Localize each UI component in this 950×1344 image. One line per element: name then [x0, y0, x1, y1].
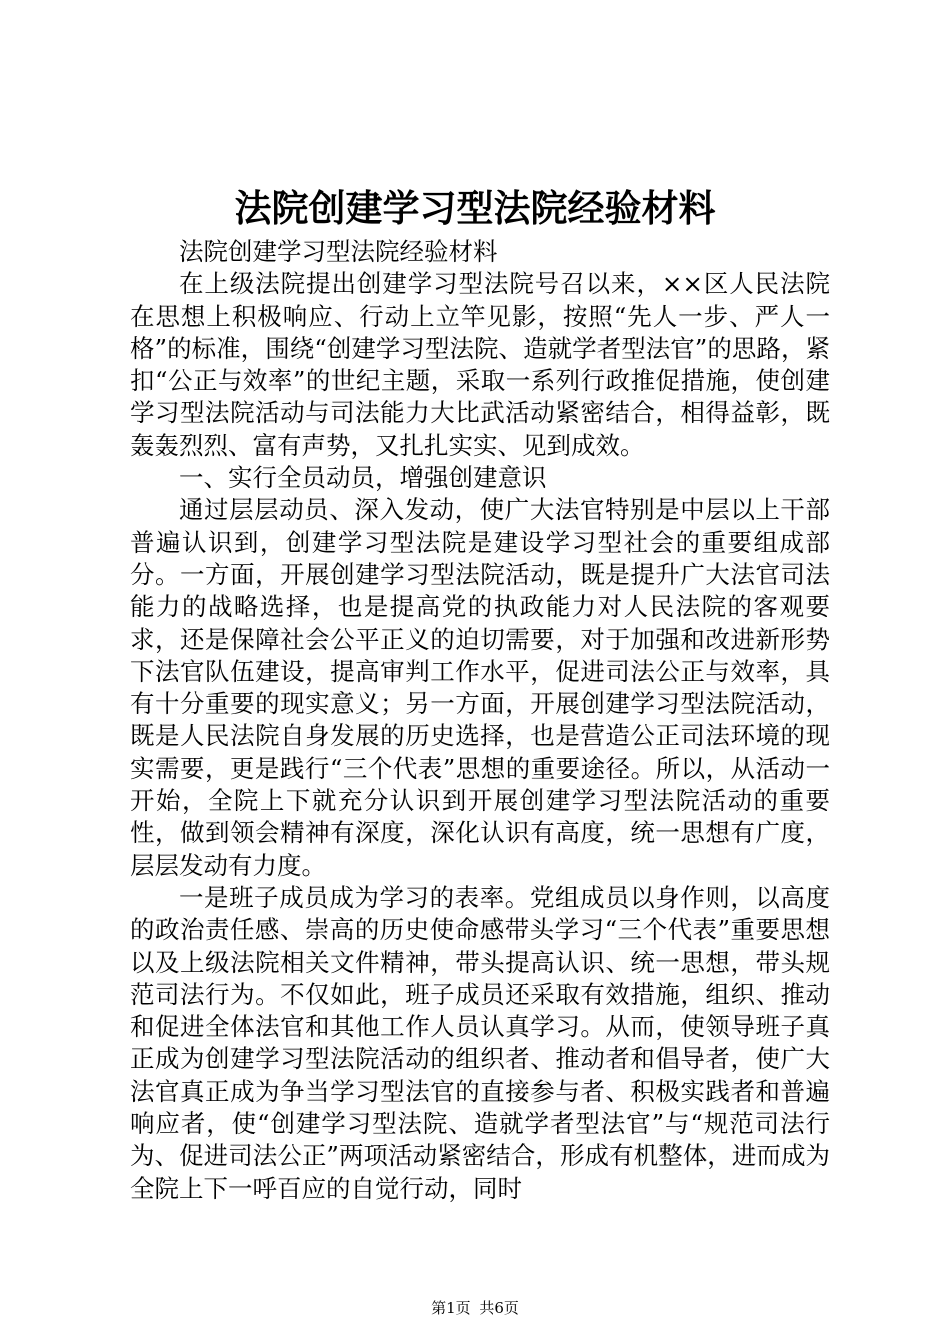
- document-body: [130, 236, 830, 1205]
- page-total: 共6页: [479, 1299, 519, 1317]
- document-title: 法院创建学习型法院经验材料: [234, 186, 716, 230]
- subtitle-paragraph: 法院创建学习型法院经验材料: [179, 237, 498, 266]
- body-paragraph: 通过层层动员、深入发动，使广大法官特别是中层以上干部普遍认识到，创建学习型法院是建设学习型社会的重要组成部分。一方面，开展创建学习型法院活动，既是提升广大法官司法能力的战略选择，也是提高党的执政能力对人民法院的客观要求，还是保障社会公平正义的迫切需要，对于加强和改进新形势下法官队伍建设，提高审判工作水平，促进司法公正与效率，具有十分重要的现实意义；另一方面，开展创建学习型法院活动，既是人民法院自身发展的历史选择，也是营造公正司法环境的现实需要，更是践行“三个代表”思想的重要途径。所以，从活动一开始，全院上下就充分认识到开展创建学习型法院活动的重要性，做到领会精神有深度，深化认识有高度，统一思想有广度，层层发动有力度。: [130, 495, 830, 880]
- body-paragraph: 一是班子成员成为学习的表率。党组成员以身作则，以高度的政治责任感、崇高的历史使命感带头学习“三个代表”重要思想以及上级法院相关文件精神，带头提高认识、统一思想，带头规范司法行为。不仅如此，班子成员还采取有效措施，组织、推动和促进全体法官和其他工作人员认真学习。从而，使领导班子真正成为创建学习型法院活动的组织者、推动者和倡导者，使广大法官真正成为争当学习型法官的直接参与者、积极实践者和普遍响应者，使“创建学习型法院、造就学者型法官”与“规范司法行为、促进司法公正”两项活动紧密结合，形成有机整体，进而成为全院上下一呼百应的自觉行动，同时: [130, 882, 830, 1203]
- page-number: 第1页: [431, 1299, 471, 1317]
- intro-paragraph: 在上级法院提出创建学习型法院号召以来，××区人民法院在思想上积极响应、行动上立竿见影，按照“先人一步、严人一格”的标准，围绕“创建学习型法院、造就学者型法官”的思路，紧扣“公正与效率”的世纪主题，采取一系列行政推促措施，使创建学习型法院活动与司法能力大比武活动紧密结合，相得益彰，既轰轰烈烈、富有声势，又扎扎实实、见到成效。: [130, 269, 830, 460]
- page-footer: [0, 1298, 950, 1318]
- section-heading: 一、实行全员动员，增强创建意识: [179, 463, 547, 493]
